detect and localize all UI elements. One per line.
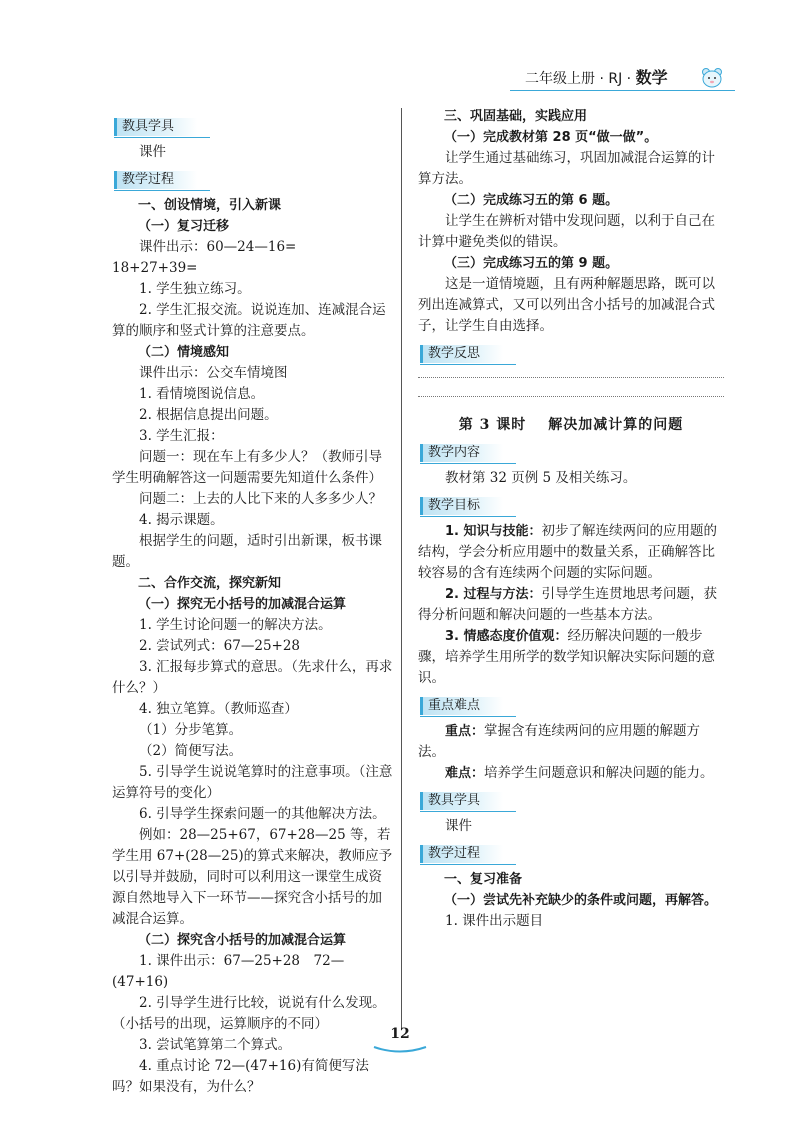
reflection-line [418,396,724,397]
paragraph: 1. 学生讨论问题一的解决方法。 [139,617,332,633]
subsection-heading: （一）尝试先补充缺少的条件或问题，再解答。 [444,893,718,908]
paragraph: 2. 学生汇报交流。说说连加、连减混合运算的顺序和竖式计算的注意要点。 [112,302,386,339]
paragraph: 1. 课件出示：67—25+28 72—(47+16) [112,953,345,990]
subsection-heading: （一）完成教材第 28 页“做一做”。 [444,130,658,145]
section-heading: 二、合作交流，探究新知 [138,576,282,591]
section-tag-goals: 教学目标 [420,495,500,517]
paragraph: （1）分步笔算。 [139,722,243,738]
paragraph: 课件出示：60—24—16= 18+27+39= [112,239,310,276]
page-number: 12 [390,1026,410,1042]
section-tag-key-points: 重点难点 [420,695,500,717]
paragraph: 3. 学生汇报： [139,428,224,444]
right-column [418,106,724,932]
paragraph: 2. 引导学生进行比较，说说有什么发现。（小括号的出现，运算顺序的不同） [112,995,386,1032]
subsection-heading: （一）探究无小括号的加减混合运算 [138,597,347,612]
reflection-line [418,377,724,378]
difficulty-point: 难点：培养学生问题意识和解决问题的能力。 [445,765,714,781]
paragraph: 1. 课件出示题目 [445,913,544,929]
paragraph: 3. 尝试笔算第二个算式。 [139,1037,292,1053]
lesson-name: 解决加减计算的问题 [548,417,684,433]
paragraph: 2. 尝试列式：67—25+28 [139,638,301,654]
column-divider [401,108,402,1028]
paragraph: 问题一：现在车上有多少人？（教师引导学生明确解答这一问题需要先知道什么条件） [112,449,382,486]
left-column [112,110,394,1098]
subsection-heading: （二）完成练习五的第 6 题。 [444,193,619,208]
paragraph: 6. 引导学生探索问题一的其他解决方法。 [139,806,386,822]
paragraph: 教材第 32 页例 5 及相关练习。 [445,470,637,486]
bear-mascot-icon [700,66,724,88]
goal-item: 3. 情感态度价值观：经历解决问题的一般步骤，培养学生用所学的数学知识解决实际问题的意识。 [418,628,715,686]
page-number-swoosh-icon [372,1044,428,1054]
lesson-number: 第 3 课时 [458,417,527,433]
subsection-heading: （三）完成练习五的第 9 题。 [444,256,619,271]
paragraph: 问题二：上去的人比下来的人多多少人？ [139,491,382,507]
subsection-heading: （二）探究含小括号的加减混合运算 [138,933,347,948]
paragraph: 例如：28—25+67，67+28—25 等，若学生用 67+(28—25)的算式来解决，教师应予以引导并鼓励，同时可以利用这一课堂生成资源自然地导入下一环节——探究含小括号的加减混合运算。 [112,827,393,927]
section-tag-process: 教学过程 [420,843,500,865]
section-tag-reflection: 教学反思 [420,343,500,365]
paragraph: 1. 看情境图说信息。 [139,386,265,402]
header-subject: 数学 [635,68,668,87]
paragraph: 4. 重点讨论 72—(47+16)有简便写法吗？如果没有，为什么？ [112,1058,369,1095]
lesson-title [418,415,724,436]
paragraph: 2. 根据信息提出问题。 [139,407,278,423]
paragraph: 5. 引导学生说说笔算时的注意事项。（注意运算符号的变化） [112,764,393,801]
paragraph: 让学生通过基础练习，巩固加减混合运算的计算方法。 [418,150,715,187]
paragraph: 让学生在辨析对错中发现问题，以利于自己在计算中避免类似的错误。 [418,213,715,250]
running-header [525,68,725,92]
header-rule [510,90,735,91]
key-point: 重点：掌握含有连续两问的应用题的解题方法。 [418,723,701,760]
section-tag-process: 教学过程 [114,169,194,191]
tools-text: 课件 [445,818,472,834]
section-tag-tools: 教具学具 [114,116,194,138]
subsection-heading: （一）复习迁移 [138,219,230,234]
paragraph: 课件出示：公交车情境图 [139,365,288,381]
paragraph: 这是一道情境题，且有两种解题思路，既可以列出连减算式，又可以列出含小括号的加减混合式子，让学生自由选择。 [418,276,715,334]
header-grade: 二年级上册 · RJ · [525,71,636,87]
section-tag-tools: 教具学具 [420,790,500,812]
subsection-heading: （二）情境感知 [138,345,230,360]
paragraph: 根据学生的问题，适时引出新课，板书课题。 [112,533,382,570]
goal-item: 1. 知识与技能：初步了解连续两问的应用题的结构，学会分析应用题中的数量关系，正确解答比较容易的含有连续两个问题的实际问题。 [418,523,718,581]
paragraph: 4. 独立笔算。（教师巡查） [139,701,298,717]
paragraph: 4. 揭示课题。 [139,512,224,528]
section-heading: 一、复习准备 [444,872,523,887]
goal-item: 2. 过程与方法：引导学生连贯地思考问题，获得分析问题和解决问题的一些基本方法。 [418,586,718,623]
tools-text: 课件 [139,144,166,160]
paragraph: 1. 学生独立练习。 [139,281,251,297]
section-heading: 三、巩固基础，实践应用 [444,109,588,124]
paragraph: 3. 汇报每步算式的意思。（先求什么，再求什么？） [112,659,393,696]
section-heading: 一、创设情境，引入新课 [138,198,282,213]
section-tag-content: 教学内容 [420,442,500,464]
paragraph: （2）简便写法。 [139,743,243,759]
